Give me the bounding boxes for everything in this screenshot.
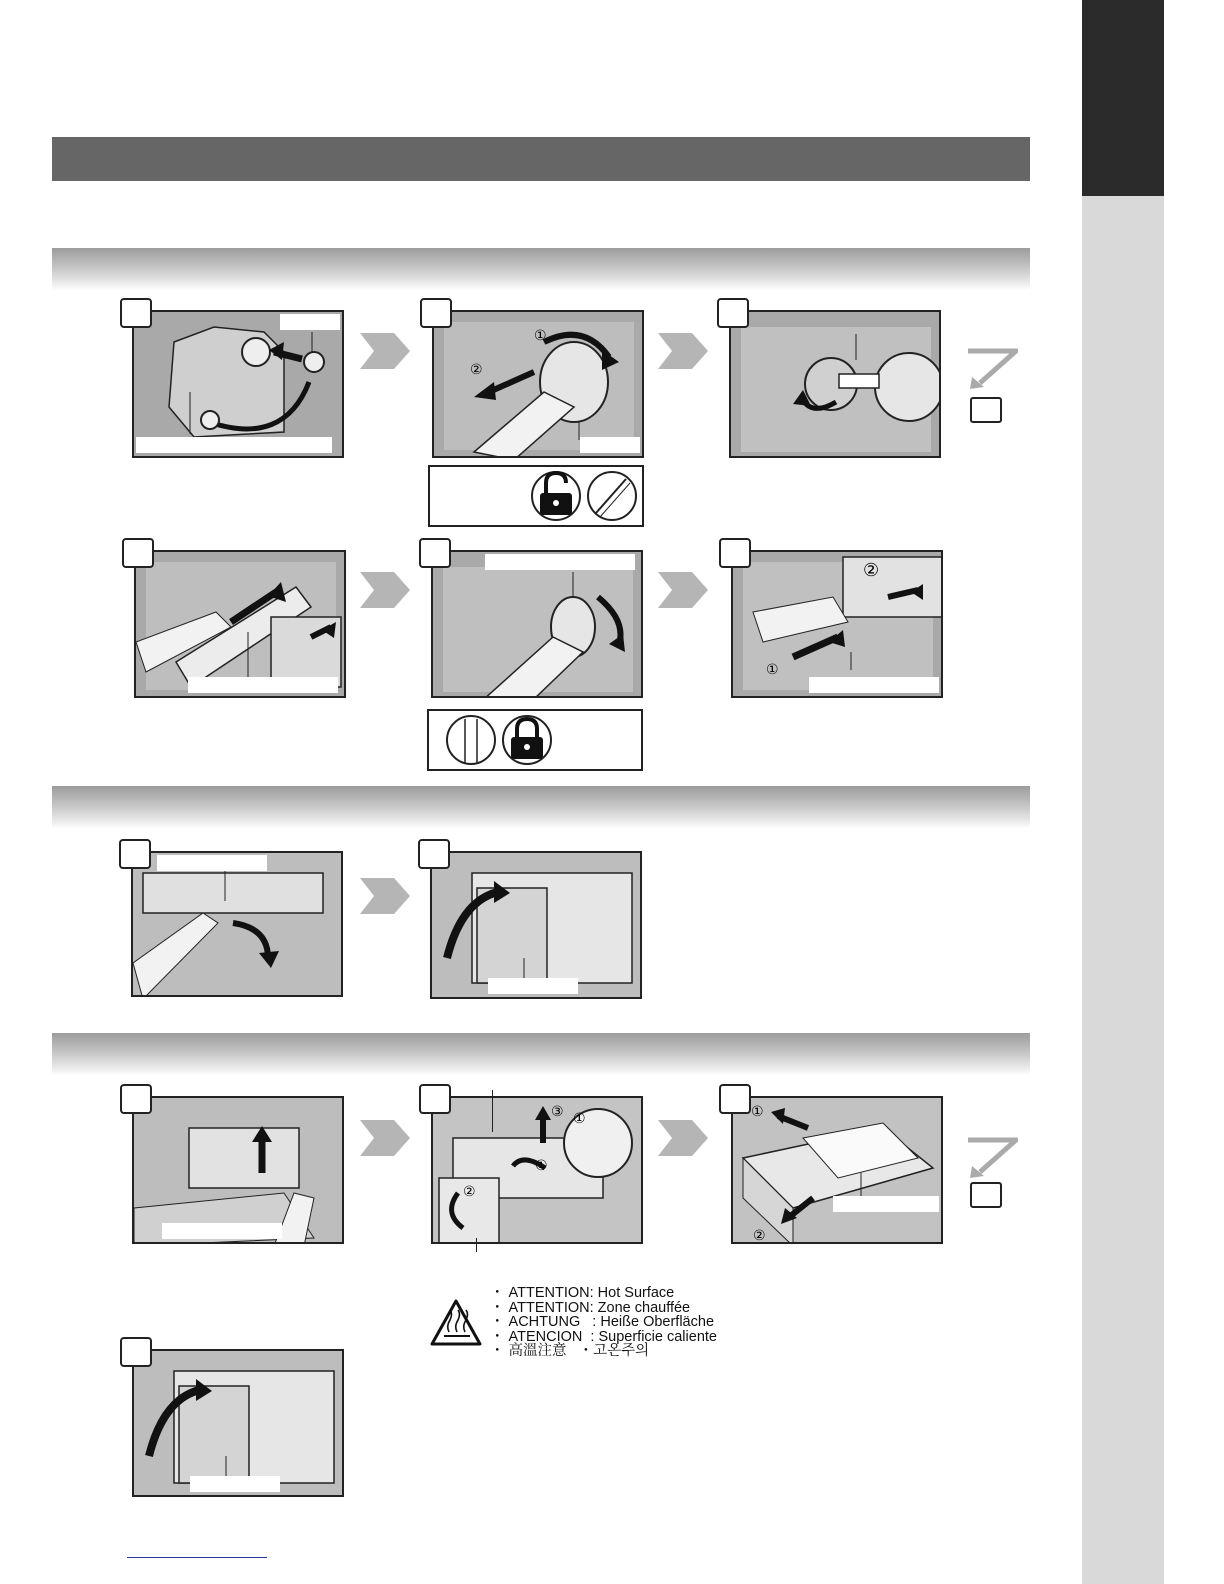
step-illustration: [731, 1096, 943, 1244]
callout-label-slot: [190, 1476, 280, 1492]
step-illustration: [431, 1096, 643, 1244]
footer-link-underline: [127, 1557, 267, 1558]
callout-label-slot: [136, 437, 332, 453]
return-arrow-icon: [960, 1136, 1018, 1180]
chevron-right-icon: [360, 333, 410, 369]
bullet: ・: [490, 1328, 505, 1345]
step-illustration: [132, 1349, 344, 1497]
step-illustration: [432, 310, 644, 458]
marker-2: ②: [463, 1184, 476, 1200]
step-panel-9: [132, 1096, 344, 1244]
callout-label-slot: [157, 855, 267, 871]
step-number-box: [419, 538, 451, 568]
section-bar-2: [52, 786, 1030, 828]
callout-leader-line: [492, 1090, 493, 1132]
callout-label-slot: [488, 978, 578, 994]
chevron-right-icon: [360, 878, 410, 914]
page-title-bar: [52, 137, 1030, 181]
step-number-box: [419, 1084, 451, 1114]
marker-1: ①: [534, 328, 547, 344]
chevron-right-icon: [658, 333, 708, 369]
step-illustration: [131, 851, 343, 997]
marker-2: ②: [470, 362, 483, 378]
callout-leader-line: [476, 1238, 477, 1252]
callout-label-slot: [280, 314, 340, 330]
step-panel-2: [432, 310, 644, 458]
step-panel-7: [131, 851, 343, 997]
step-number-box: [418, 839, 450, 869]
unlocked-padlock-icon: [430, 467, 642, 525]
lock-toner-knob-illustration: [433, 552, 643, 698]
paper-tray-illustration: [733, 1098, 943, 1244]
step-number-box: [119, 839, 151, 869]
callout-label-slot: [485, 554, 635, 570]
step-panel-6: [731, 550, 943, 698]
warning-line-de: ACHTUNG : Heiße Oberfläche: [508, 1314, 715, 1331]
step-number-box: [120, 1084, 152, 1114]
close-front-cover-illustration: [133, 853, 343, 997]
bullet: ・: [490, 1299, 505, 1316]
warning-line: [490, 1301, 717, 1316]
step-number-box: [719, 1084, 751, 1114]
step-illustration: [431, 550, 643, 698]
step-panel-3: [729, 310, 941, 458]
marker-1: ①: [535, 1158, 548, 1174]
step-illustration: [134, 550, 346, 698]
page-index-tab-active: [1082, 0, 1164, 196]
callout-label-slot: [809, 677, 939, 693]
step-number-box: [717, 298, 749, 328]
step-panel-12: [132, 1349, 344, 1497]
step-panel-1: [132, 310, 344, 458]
step-illustration: [731, 550, 943, 698]
warning-line-en: ATTENTION: Hot Surface: [508, 1285, 675, 1301]
step-illustration: [729, 310, 941, 458]
warning-line: [490, 1344, 717, 1359]
step-panel-10: [431, 1096, 643, 1244]
step-number-box: [420, 298, 452, 328]
return-step-box: [970, 1182, 1002, 1208]
marker-1: ①: [766, 662, 779, 678]
chevron-right-icon: [360, 572, 410, 608]
bullet: ・: [490, 1343, 505, 1360]
bullet: ・: [490, 1285, 505, 1301]
hot-surface-warning-text: [490, 1286, 717, 1359]
warning-line-fr: ATTENTION: Zone chauffée: [508, 1299, 691, 1316]
warning-line: [490, 1286, 717, 1301]
warning-line: [490, 1315, 717, 1330]
warning-line-zh: 高溫注意: [508, 1343, 567, 1360]
locked-padlock-icon: [429, 711, 641, 769]
callout-label-slot: [162, 1223, 282, 1239]
step-panel-8: [430, 851, 642, 999]
warning-line-ko: 고온주의: [593, 1343, 650, 1360]
callout-label-slot: [188, 677, 338, 693]
return-step-box: [970, 397, 1002, 423]
marker-1: ①: [751, 1104, 764, 1120]
step-number-box: [120, 298, 152, 328]
toner-unit-interior-illustration: [731, 312, 941, 458]
marker-2: ②: [753, 1228, 766, 1244]
step-number-box: [120, 1337, 152, 1367]
bullet: ・: [490, 1314, 505, 1331]
chevron-right-icon: [658, 1120, 708, 1156]
chevron-right-icon: [360, 1120, 410, 1156]
step-number-box: [122, 538, 154, 568]
remove-jammed-paper-illustration: [433, 1098, 643, 1244]
warning-line-es: ATENCION : Superficie caliente: [508, 1328, 717, 1345]
page-index-tab-strip: [1082, 0, 1164, 1584]
step-panel-4: [134, 550, 346, 698]
hot-surface-warning-icon: [430, 1298, 482, 1348]
unlock-indicator-box: [428, 465, 644, 527]
chevron-right-icon: [658, 572, 708, 608]
callout-label-slot: [833, 1196, 939, 1212]
step-panel-5: [431, 550, 643, 698]
step-number-box: [719, 538, 751, 568]
step-panel-11: [731, 1096, 943, 1244]
marker-3: ③: [551, 1104, 564, 1120]
bullet: ・: [578, 1343, 594, 1360]
callout-label-slot: [580, 437, 640, 453]
lock-indicator-box: [427, 709, 643, 771]
return-arrow-icon: [960, 347, 1018, 391]
step-illustration: [132, 310, 344, 458]
marker-1: ①: [573, 1111, 586, 1127]
section-bar-3: [52, 1033, 1030, 1075]
section-bar-1: [52, 248, 1030, 290]
step-illustration: [132, 1096, 344, 1244]
step-illustration: [430, 851, 642, 999]
marker-2: ②: [863, 560, 880, 581]
